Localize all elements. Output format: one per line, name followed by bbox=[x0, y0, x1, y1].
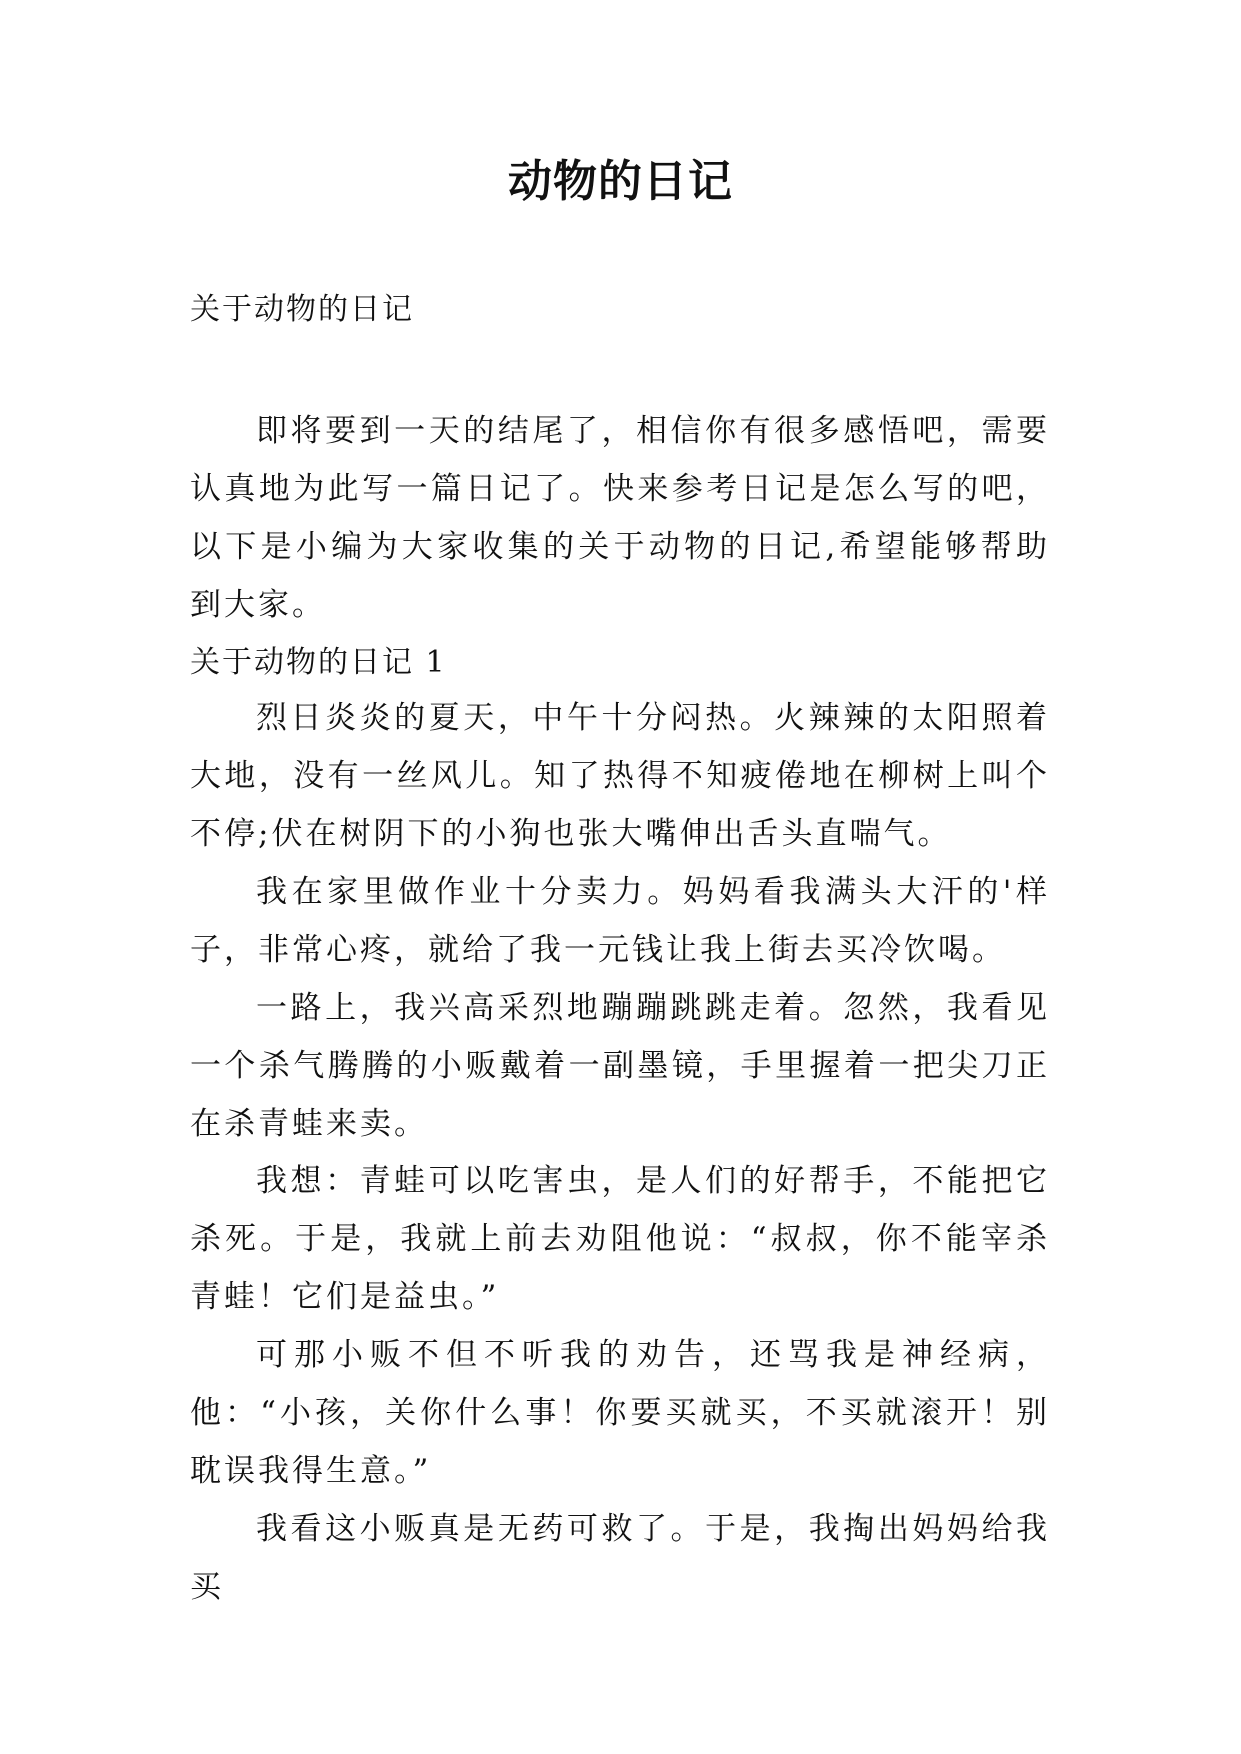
document-subtitle: 关于动物的日记 bbox=[190, 292, 414, 327]
body-paragraph: 烈日炎炎的夏天，中午十分闷热。火辣辣的太阳照着大地，没有一丝风儿。知了热得不知疲倦地在柳树上叫个不停;伏在树阴下的小狗也张大嘴伸出舌头直喘气。 bbox=[190, 700, 1050, 852]
intro-paragraph: 即将要到一天的结尾了，相信你有很多感悟吧，需要认真地为此写一篇日记了。快来参考日记是怎么写的吧，以下是小编为大家收集的关于动物的日记,希望能够帮助到大家。 bbox=[190, 413, 1050, 623]
body-paragraph: 可那小贩不但不听我的劝告，还骂我是神经病，他：“小孩，关你什么事！你要买就买，不买就滚开！别耽误我得生意。” bbox=[190, 1337, 1050, 1489]
section-heading: 关于动物的日记 1 bbox=[190, 645, 447, 680]
body-paragraph: 一路上，我兴高采烈地蹦蹦跳跳走着。忽然，我看见一个杀气腾腾的小贩戴着一副墨镜，手里握着一把尖刀正在杀青蛙来卖。 bbox=[190, 990, 1050, 1142]
body-paragraph: 我在家里做作业十分卖力。妈妈看我满头大汗的'样子，非常心疼，就给了我一元钱让我上街去买冷饮喝。 bbox=[190, 874, 1050, 968]
body-paragraph: 我想：青蛙可以吃害虫，是人们的好帮手，不能把它杀死。于是，我就上前去劝阻他说：“叔叔，你不能宰杀青蛙！它们是益虫。” bbox=[190, 1163, 1050, 1315]
document-title: 动物的日记 bbox=[508, 156, 733, 207]
body-paragraph: 我看这小贩真是无药可救了。于是，我掏出妈妈给我买 bbox=[190, 1511, 1050, 1605]
